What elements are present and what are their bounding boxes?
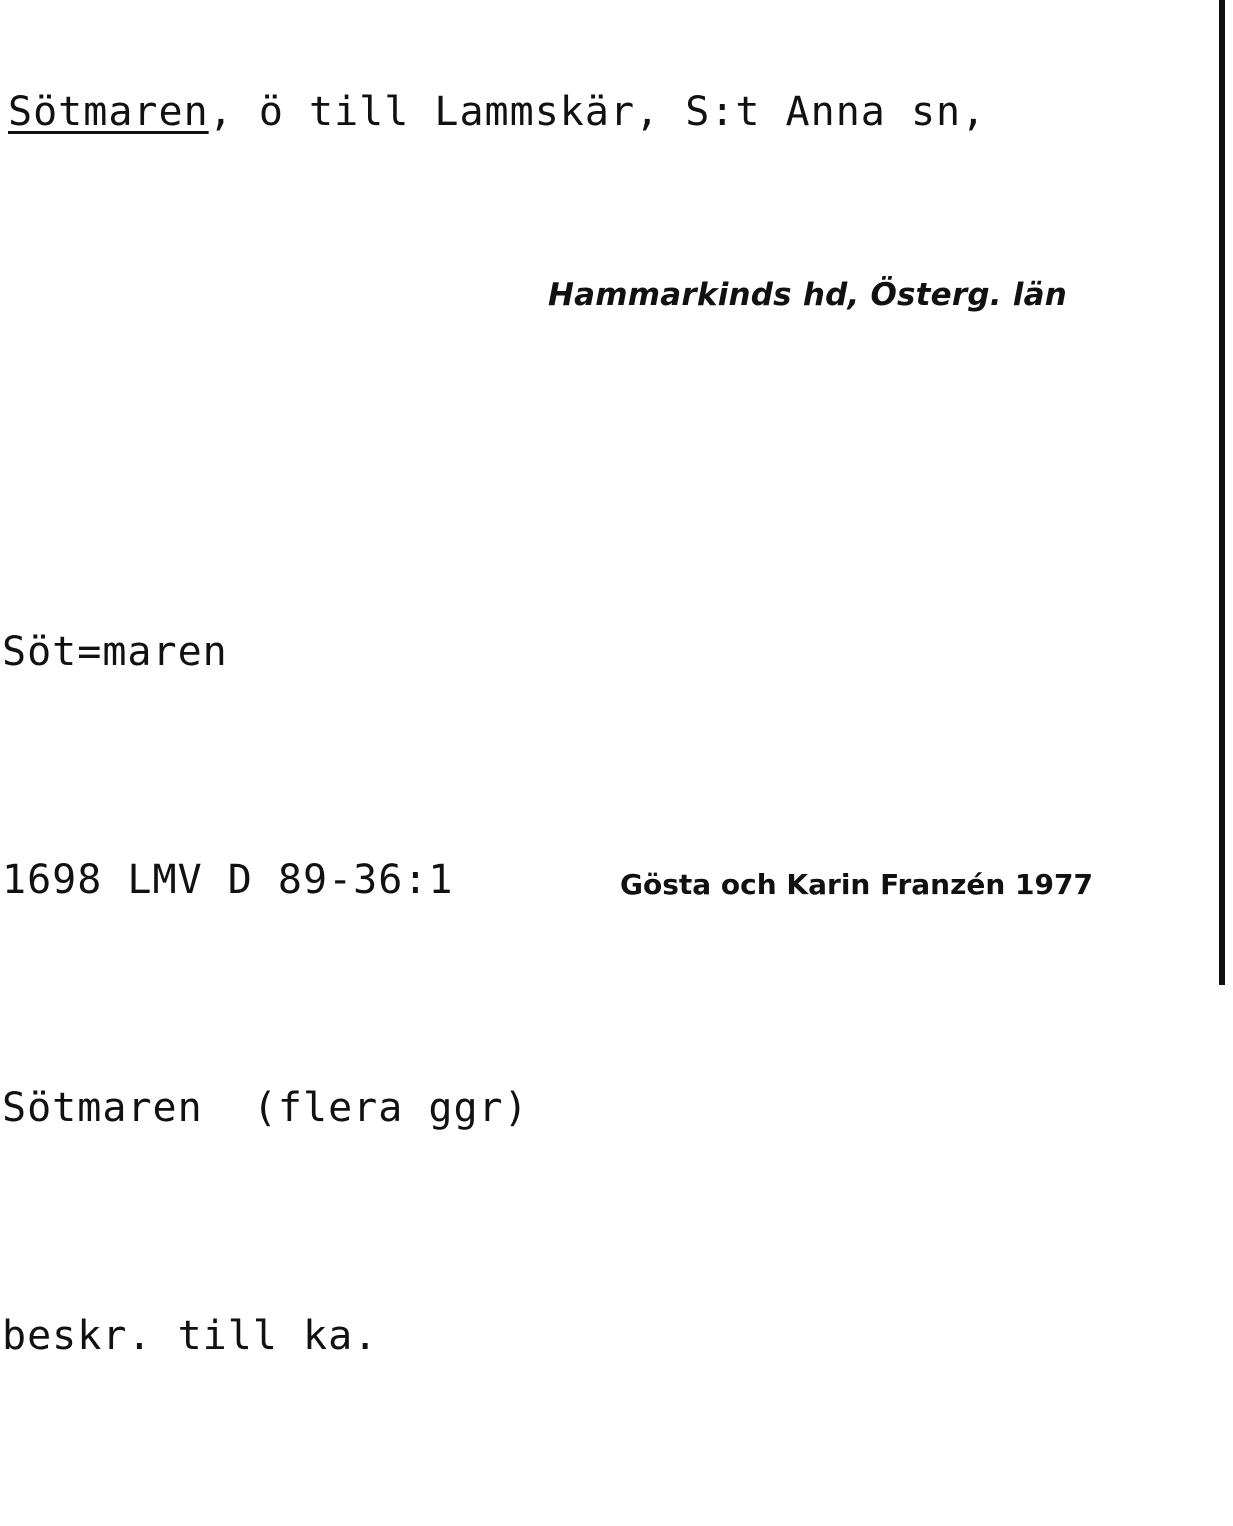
headword-qualifier: , ö till Lammskär, S:t Anna sn, (208, 89, 987, 135)
entry-line: Sötmaren (flera ggr) (2, 1085, 529, 1131)
entry-line: beskr. till ka. (2, 1313, 379, 1359)
entry-line: Söt=maren (2, 629, 228, 675)
right-margin-rule (1219, 0, 1225, 985)
credit-line: Gösta och Karin Franzén 1977 (620, 868, 1093, 901)
headword: Sötmaren (8, 89, 209, 135)
page-title (8, 89, 987, 135)
district-line: Hammarkinds hd, Österg. län (548, 277, 1067, 313)
entry-body (2, 462, 529, 1526)
entry-line: 1698 LMV D 89-36:1 (2, 857, 454, 903)
